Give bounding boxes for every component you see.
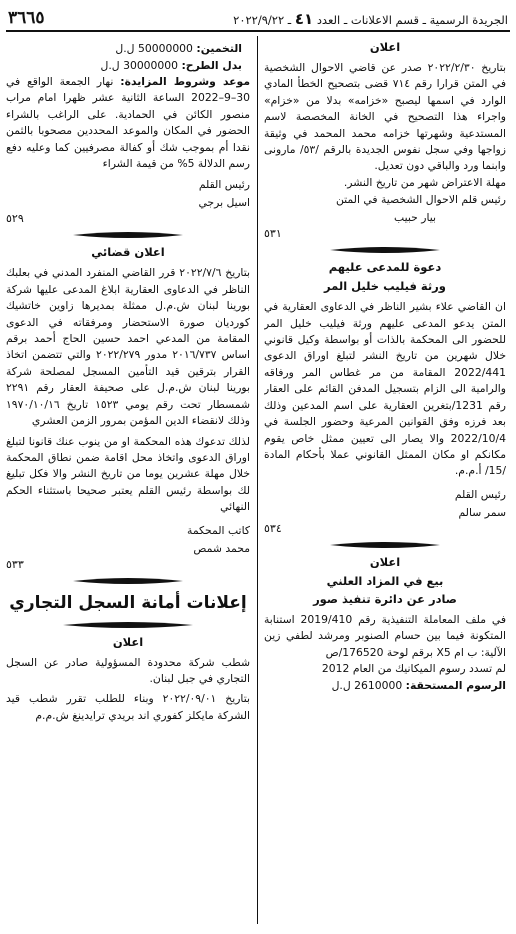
notice-title: اعلان: [369, 40, 401, 54]
header-rule: [6, 30, 510, 32]
notice-divider: [73, 577, 183, 585]
estimate-value: 50000000 ل.ل: [115, 42, 193, 55]
signer-name: محمد شمص: [193, 541, 250, 555]
notice-fees: لم تسدد رسوم الميكانيك من العام 2012: [321, 661, 506, 675]
signer-title: كاتب المحكمة: [187, 523, 250, 537]
notice-ref-number: ٥٢٩: [6, 212, 24, 226]
gazette-header-title: [233, 10, 508, 28]
section-divider: [63, 621, 193, 629]
signer-name: سمر سالم: [458, 505, 506, 519]
issue-date: ـ ٢٠٢٢/٩/٢٢: [233, 13, 292, 27]
signer-title: رئيس القلم: [454, 487, 506, 501]
notice-ref-number: ٥٣٤: [264, 521, 282, 535]
notice-body: بتاريخ ٢٠٢٢/٧/٦ قرر القاضي المنفرد المدني في بعلبك الناظر في الدعاوى العقارية ابلاغ المدعى عليها شركة بورينا لبنان ش.م.ل ممثلة بمديرها زاوين خاتشيك كورديان صورة الاستحضار ومرفقاته في الدعوى المقامة من المدعي احمد حسين الحاج أحمد برقم اساس ٢٠١٦/٧٣٧ مدور ٢٠٢٢/٢٧٩ والتي تتضمن اتخاذ القرار بترقين قيد التأمين المسجل لمصلحة شركة بورينا لبنان ش.م.ل على صحيفة العقار رقم ٢٢٩١ شمسطار تحت رقم يومي ١٥٢٣ تاريخ ١٩٧٠/١٠/١٦ وذلك لانقضاء الدين المؤمن بمرور الزمن العشري: [6, 266, 250, 428]
due-fees-value: 2610000 ل.ل: [331, 679, 403, 693]
estimate-label: التخمين:: [196, 42, 242, 55]
notice-ref-number: ٥٣١: [264, 227, 282, 241]
notice-body-continued: لذلك تدعوك هذه المحكمة او من ينوب عنك قانونا لتبلغ اوراق الدعوى واتخاذ محل اقامة ضمن نطاق المحكمة خلال مهلة عشرين يوما من تاريخ النشر والا فكل تبليغ لك بواسطة رئيس القلم يعتبر صحيحا باستثناء الحكم النهائي: [6, 434, 250, 514]
notice-title: اعلان: [369, 554, 401, 569]
signer-title: رئيس القلم: [198, 178, 250, 192]
notice-body: شطب شركة محدودة المسؤولية صادر عن السجل التجاري في جبل لبنان.: [6, 655, 250, 685]
signer-name: اسيل برجي: [198, 196, 250, 210]
notice-body-continued: بتاريخ ٢٠٢٢/٠٩/٠١ وبناء للطلب تقرر شطب قيد الشركة مايكلز كفوري اند بريدي ترايدينغ ش.م.م: [6, 692, 250, 722]
due-fees: [264, 677, 506, 694]
page-number: ٣٦٦٥: [8, 8, 45, 28]
notice-objection: مهلة الاعتراض شهر من تاريخ النشر.: [343, 175, 506, 189]
notice-ref-number: ٥٣٣: [6, 557, 24, 571]
starting-price-value: 30000000 ل.ل: [100, 59, 179, 72]
section-title: إعلانات أمانة السجل التجاري: [9, 592, 247, 613]
notice-subtitle: صادر عن دائرة تنفيذ صور: [313, 591, 457, 606]
notice-divider: [73, 231, 183, 239]
estimate-row: [6, 40, 250, 57]
starting-price-row: [6, 57, 250, 74]
issue-number: ٤١: [294, 10, 314, 28]
left-column: [6, 36, 250, 928]
notice-subtitle: بيع في المزاد العلني: [326, 573, 444, 588]
notice-divider: [330, 246, 440, 254]
signer-title: رئيس قلم الاحوال الشخصية في المتن: [335, 193, 506, 207]
notice-title: دعوة للمدعى عليهم: [328, 260, 442, 275]
auction-terms: [6, 74, 250, 172]
notice-title: اعلان: [112, 634, 144, 649]
auction-terms-text: نهار الجمعة الواقع في 30–9–2022 الساعة الثانية عشر ظهرا امام مراب منصور الكائن في الحمادية. على الراغب بالشراء الحضور في المكان والموعد المحددين مصحوبا بالثمن نقدا أم بموجب شك أو كفالة مصرفيين كما وعليه دفع رسم الدلالة 5% من قيمة الشراء: [6, 75, 250, 171]
starting-price-label: بدل الطرح:: [181, 59, 242, 72]
notice-subtitle: ورثة فيليب خليل المر: [324, 279, 446, 294]
notice-title: اعلان قضائي: [91, 245, 165, 260]
notice-body: في ملف المعاملة التنفيذية رقم 2019/410 استنابة المتكونة فيما بين حسام الصنوبر ومرشد لطفي زين الآلية: ب ام X5 برقم لوحة 176520/ص: [264, 612, 506, 659]
auction-terms-label: موعد وشروط المزايدة:: [120, 75, 250, 88]
gazette-title: الجريدة الرسمية ـ قسم الاعلانات ـ العدد: [316, 13, 508, 27]
notice-body: بتاريخ ٢٠٢٢/٢/٣٠ صدر عن قاضي الاحوال الشخصية في المتن قرارا رقم ٧١٤ قضى بتصحيح الخطأ المادي الوارد في اسمها ليصبح «خزامه» بدلا من «خزام» واجراء هذا التصحيح في الخانة المخصصة لاسم المستدعية وشهرتها خزامه محمد المحمد في وثيقة زواجها وفي سجل نفوس الجديدة بالرقم /٥٣/ مارونى وابنما ورد والباقي دون تعديل.: [264, 61, 506, 173]
due-fees-label: الرسوم المستحقة:: [405, 679, 506, 693]
page-header: [6, 6, 510, 28]
notice-body: ان القاضي علاء بشير الناظر في الدعاوى العقارية في المتن يدعو المدعى عليهم ورثة فيليب خليل المر للحضور الى المحكمة بالذات أو بواسطة وكيل قانوني خلال شهرين من تاريخ النشر لتبلغ اوراق الدعوى 2022/441 المقامة من مر غطاس المر ورفاقه والرامية الى الزام بتسجيل المدفن القائم على العقار رقم 1231/بتغرين العقارية على اسم المدعين وذلك بعد فرزه وفق القوانين المرعية وحضور الجلسة في 2022/10/4 والا يصار الى تعيين ممثل خاص يقوم مكانكم او مكان الممثل القانوني عملا بأحكام المادة /15/ أ.م.م.: [264, 300, 506, 478]
right-column: [264, 36, 506, 928]
column-divider: [257, 36, 258, 924]
signer-name: بيار حبيب: [394, 211, 436, 225]
notice-divider: [330, 541, 440, 549]
